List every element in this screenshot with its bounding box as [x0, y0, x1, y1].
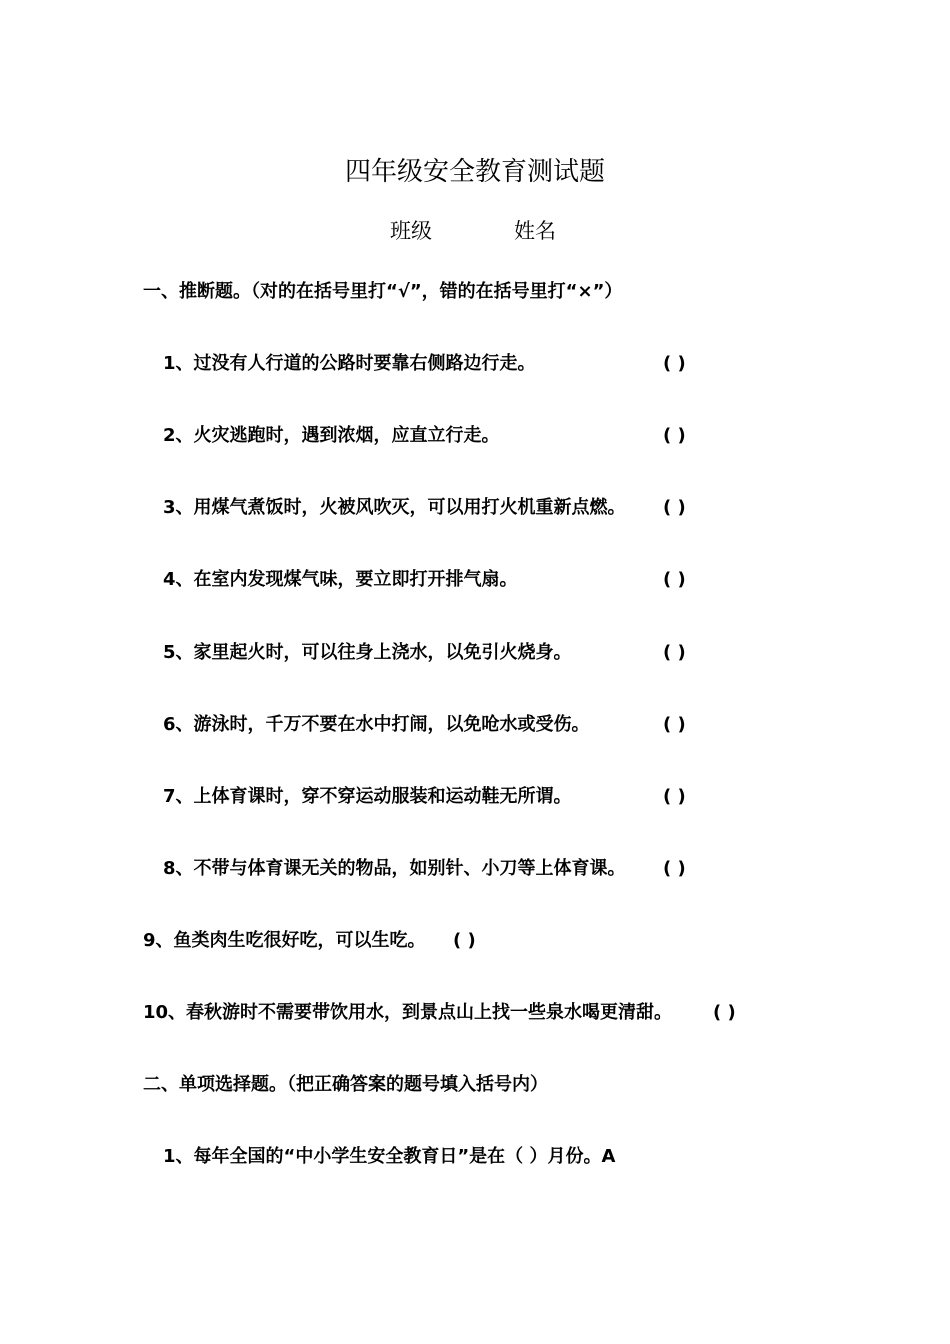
answer-blank-9: ( ) — [453, 930, 476, 951]
page-title: 四年级安全教育测试题 — [344, 157, 605, 187]
answer-blank-2: ( ) — [663, 425, 686, 446]
question-8: 8、不带与体育课无关的物品，如别针、小刀等上体育课。 — [163, 858, 626, 879]
question-6: 6、游泳时，千万不要在水中打闹，以免呛水或受伤。 — [163, 714, 590, 735]
answer-blank-5: ( ) — [663, 642, 686, 663]
answer-blank-7: ( ) — [663, 786, 686, 807]
question-9: 9、鱼类肉生吃很好吃，可以生吃。 — [143, 930, 426, 951]
question-4: 4、在室内发现煤气味，要立即打开排气扇。 — [163, 569, 518, 590]
question-10: 10、春秋游时不需要带饮用水，到景点山上找一些泉水喝更清甜。 — [143, 1002, 673, 1023]
section2-heading: 二、单项选择题。（把正确答案的题号填入括号内） — [143, 1074, 548, 1095]
question-5: 5、家里起火时，可以往身上浇水，以免引火烧身。 — [163, 642, 572, 663]
answer-blank-4: ( ) — [663, 569, 686, 590]
answer-blank-6: ( ) — [663, 714, 686, 735]
question-3: 3、用煤气煮饭时，火被风吹灭，可以用打火机重新点燃。 — [163, 497, 626, 518]
question-1: 1、过没有人行道的公路时要靠右侧路边行走。 — [163, 353, 536, 374]
question-2: 2、火灾逃跑时，遇到浓烟，应直立行走。 — [163, 425, 500, 446]
choice-question-1: 1、每年全国的“中小学生安全教育日”是在（ ）月份。A — [163, 1146, 616, 1167]
section1-heading: 一、推断题。（对的在括号里打“√”，错的在括号里打“×”） — [143, 281, 623, 302]
question-7: 7、上体育课时，穿不穿运动服装和运动鞋无所谓。 — [163, 786, 572, 807]
answer-blank-8: ( ) — [663, 858, 686, 879]
answer-blank-3: ( ) — [663, 497, 686, 518]
answer-blank-10: ( ) — [713, 1002, 736, 1023]
answer-blank-1: ( ) — [663, 353, 686, 374]
name-label: 姓名 — [514, 219, 556, 243]
class-label: 班级 — [390, 219, 432, 243]
